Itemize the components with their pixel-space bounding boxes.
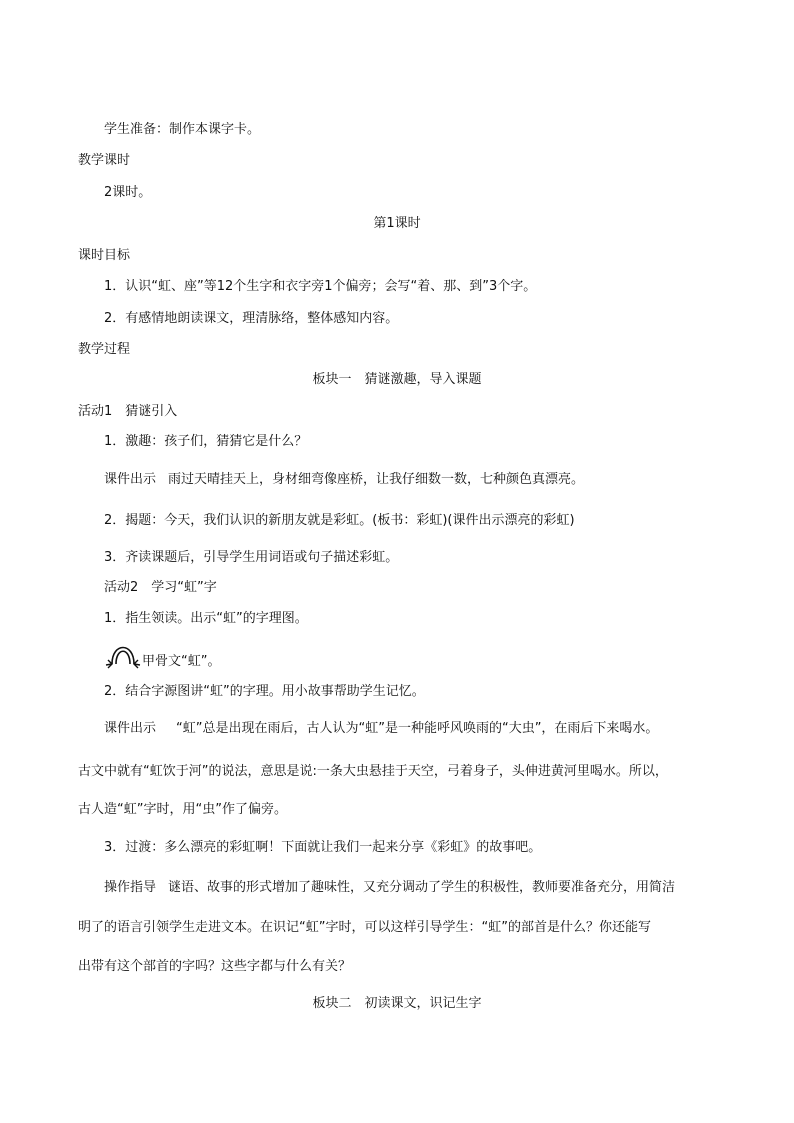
courseware-text-2: 古文中就有“虹饮于河”的说法，意思是说:一条大虫悬挂于天空，弓着身子，头伸进黄河里喝水。所以， — [78, 764, 668, 779]
oracle-caption: 甲骨文“虹”。 — [142, 654, 221, 669]
activity1-courseware — [104, 472, 584, 488]
guide-text-2: 明了的语言引领学生走进文本。在识记“虹”字时，可以这样引导学生：“虹”的部首是什么？你还能写 — [78, 920, 651, 935]
block2-title: 板块二 初读课文，识记生字 — [312, 996, 482, 1011]
activity1-title: 活动1 猜谜引入 — [78, 404, 178, 419]
student-prep-line: 学生准备：制作本课字卡。 — [104, 122, 261, 137]
goal-item-2: 2．有感情地朗读课文，理清脉络，整体感知内容。 — [104, 311, 399, 326]
courseware-text-3: 古人造“虹”字时，用“虫”作了偏旁。 — [78, 802, 287, 817]
activity1-item-1: 1．激趣：孩子们，猜猜它是什么？ — [104, 434, 308, 449]
goal-heading: 课时目标 — [78, 248, 131, 263]
process-heading: 教学过程 — [78, 342, 131, 357]
hours-value: 2课时。 — [104, 185, 152, 200]
activity2-courseware — [104, 721, 658, 737]
courseware-label: 课件出示 — [104, 472, 157, 487]
lesson-title: 第1课时 — [373, 216, 421, 231]
activity2-item-3: 3．过渡：多么漂亮的彩虹啊！下面就让我们一起来分享《彩虹》的故事吧。 — [104, 840, 542, 855]
activity1-item-2: 2．揭题：今天，我们认识的新朋友就是彩虹。(板书：彩虹)(课件出示漂亮的彩虹) — [104, 513, 575, 528]
guide-text-1: 谜语、故事的形式增加了趣味性，又充分调动了学生的积极性，教师要准备充分，用简洁 — [168, 880, 676, 895]
goal-item-1: 1．认识“虹、座”等12个生字和衣字旁1个偏旁；会写“着、那、到”3个字。 — [104, 279, 537, 294]
guide-label: 操作指导 — [104, 880, 157, 895]
courseware-riddle: 雨过天晴挂天上，身材细弯像座桥，让我仔细数一数，七种颜色真漂亮。 — [168, 472, 585, 487]
operation-guide — [104, 880, 675, 896]
activity2-item-2: 2．结合字源图讲“虹”的字理。用小故事帮助学生记忆。 — [104, 684, 425, 699]
block1-title: 板块一 猜谜激趣，导入课题 — [312, 372, 482, 387]
activity2-item-1: 1．指生领读。出示“虹”的字理图。 — [104, 611, 308, 626]
courseware-label: 课件出示 — [104, 721, 157, 736]
activity2-title: 活动2 学习“虹”字 — [104, 580, 217, 595]
hours-heading: 教学课时 — [78, 153, 131, 168]
activity1-item-3: 3．齐读课题后，引导学生用词语或句子描述彩虹。 — [104, 550, 399, 565]
oracle-bone-rainbow-icon — [104, 636, 142, 670]
guide-text-3: 出带有这个部首的字吗？这些字都与什么有关？ — [78, 959, 352, 974]
courseware-text-1: “虹”总是出现在雨后，古人认为“虹”是一种能呼风唤雨的“大虫”，在雨后下来喝水。 — [176, 721, 659, 736]
